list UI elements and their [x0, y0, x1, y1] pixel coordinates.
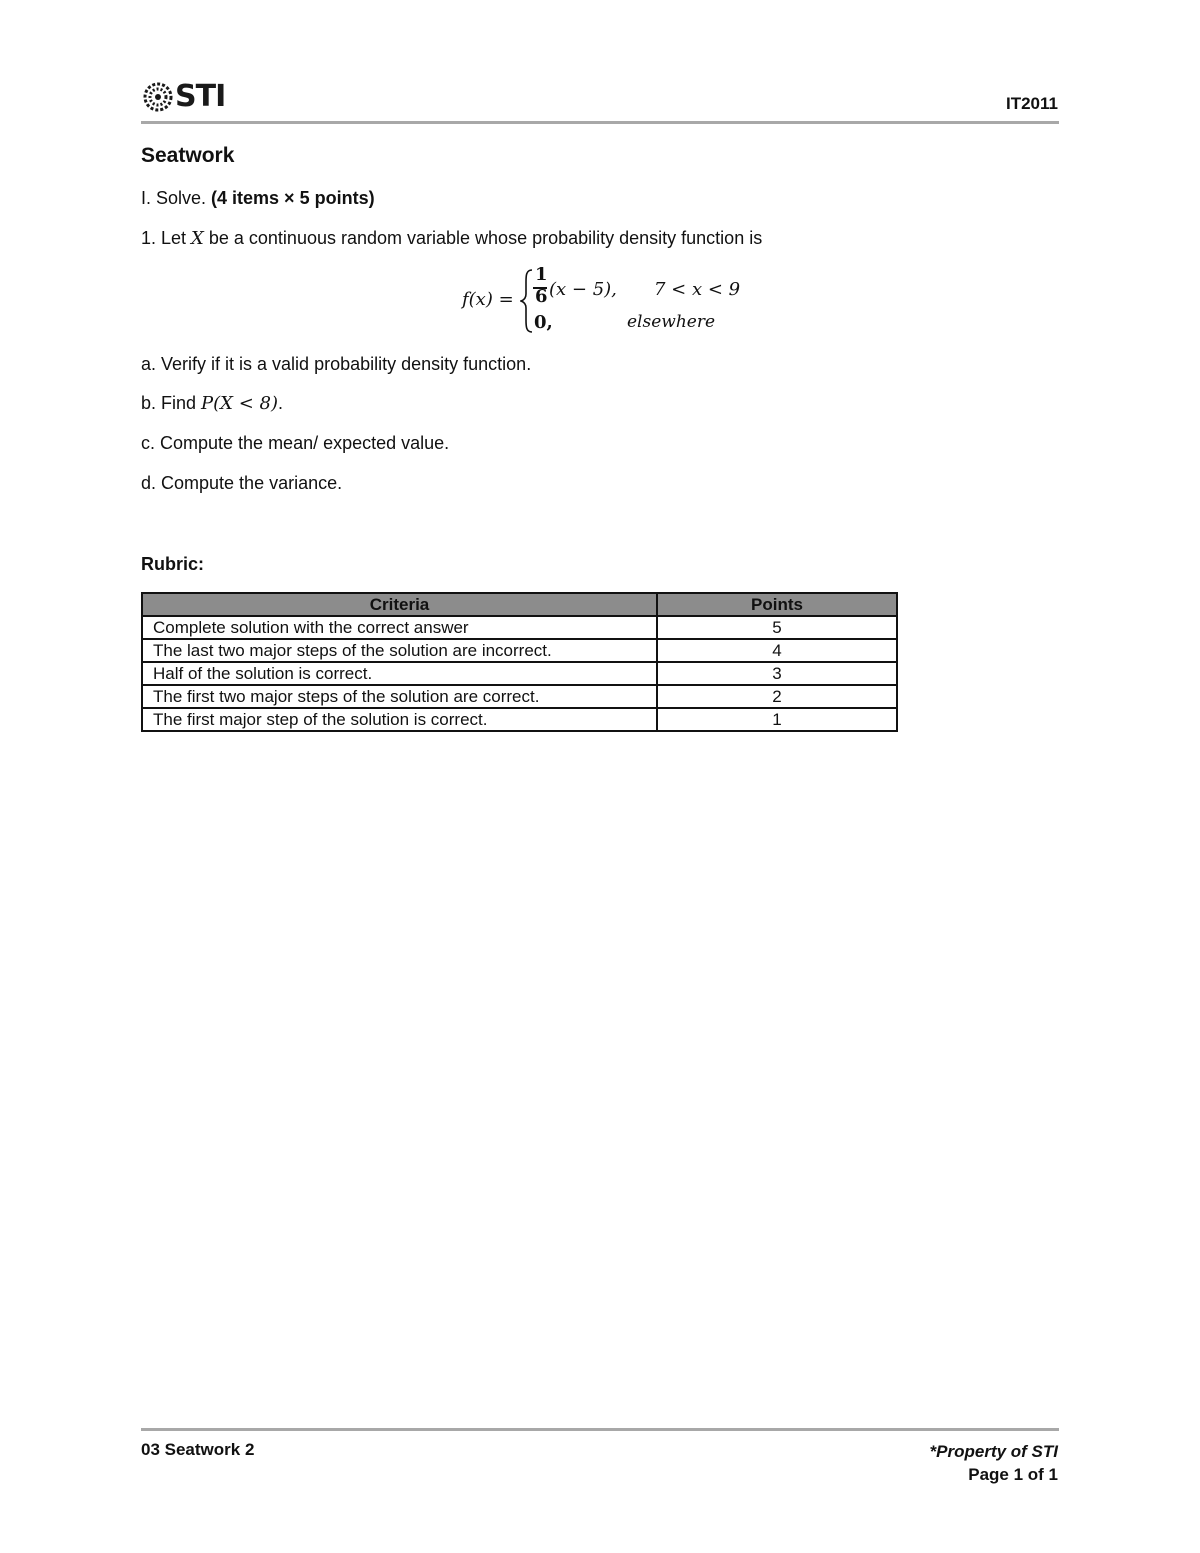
footer-right	[930, 1440, 1058, 1486]
rubric-table	[141, 592, 898, 732]
item-b-math: P(X < 8)	[201, 393, 278, 414]
footer-document-title: 03 Seatwork 2	[141, 1440, 255, 1459]
sti-logo	[143, 79, 226, 114]
item-b-prefix: b. Find	[141, 393, 202, 413]
table-row	[142, 616, 897, 639]
column-header-criteria: Criteria	[142, 593, 657, 616]
points-cell: 4	[657, 639, 897, 662]
item-b-suffix: .	[277, 393, 283, 413]
rubric-header-row	[142, 593, 897, 616]
table-row	[142, 708, 897, 731]
question-variable: X	[191, 228, 204, 249]
left-brace-icon	[520, 268, 534, 334]
item-a: a. Verify if it is a valid probability density function.	[141, 354, 532, 374]
case1-expression: (x − 5),	[549, 279, 617, 300]
criteria-cell: The first two major steps of the solution are correct.	[142, 685, 657, 708]
footer-divider	[141, 1428, 1059, 1431]
rubric-label: Rubric:	[141, 554, 204, 574]
question-text-after: be a continuous random variable whose probability density function is	[203, 228, 763, 248]
question-1	[141, 228, 762, 249]
page-title: Seatwork	[141, 144, 235, 167]
instruction	[141, 188, 375, 209]
pdf-formula	[462, 264, 762, 334]
footer-page-number: Page 1 of 1	[968, 1465, 1058, 1484]
formula-lhs: f(x) =	[462, 289, 514, 310]
table-row	[142, 685, 897, 708]
column-header-points: Points	[657, 593, 897, 616]
case2-expression: 0,	[534, 312, 553, 333]
table-row	[142, 639, 897, 662]
item-d: d. Compute the variance.	[141, 473, 343, 493]
fraction-denominator: 6	[535, 286, 548, 307]
globe-icon	[143, 82, 173, 112]
instruction-prefix: I. Solve.	[141, 188, 212, 208]
criteria-cell: The last two major steps of the solution are incorrect.	[142, 639, 657, 662]
logo-text: STI	[175, 79, 226, 114]
item-b	[141, 393, 283, 414]
criteria-cell: The first major step of the solution is correct.	[142, 708, 657, 731]
instruction-points: (4 items × 5 points)	[211, 188, 375, 208]
points-cell: 1	[657, 708, 897, 731]
footer-property: *Property of STI	[929, 1442, 1058, 1461]
criteria-cell: Complete solution with the correct answer	[142, 616, 657, 639]
question-text-before: 1. Let	[141, 228, 192, 248]
points-cell: 5	[657, 616, 897, 639]
points-cell: 3	[657, 662, 897, 685]
case1-condition: 7 < x < 9	[654, 279, 741, 300]
header-divider	[141, 121, 1059, 124]
fraction-numerator: 1	[535, 264, 548, 285]
case2-condition: elsewhere	[627, 312, 716, 332]
item-c: c. Compute the mean/ expected value.	[141, 433, 450, 453]
table-row	[142, 662, 897, 685]
course-code: IT2011	[1006, 94, 1058, 113]
criteria-cell: Half of the solution is correct.	[142, 662, 657, 685]
points-cell: 2	[657, 685, 897, 708]
